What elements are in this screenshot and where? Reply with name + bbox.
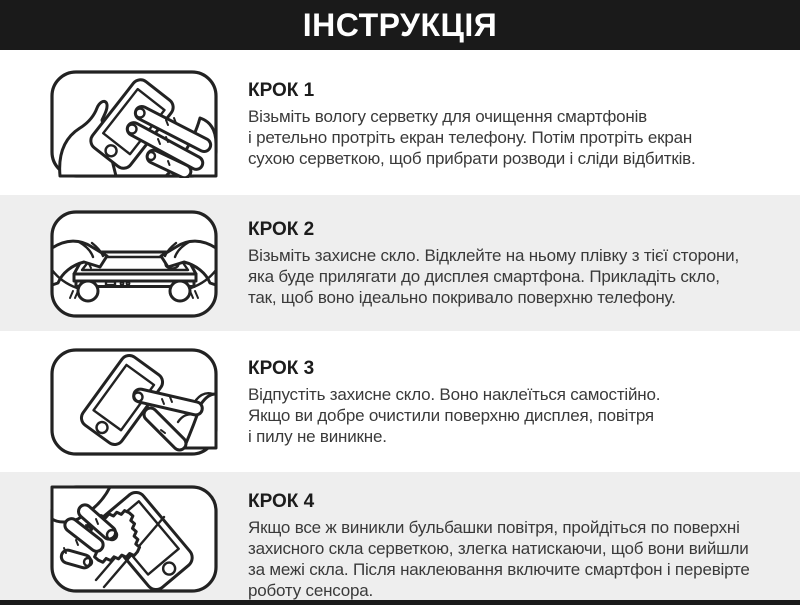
step3-release-glass-illustration (50, 348, 218, 456)
step1-label: КРОК 1 (248, 80, 315, 101)
step2-text (248, 219, 739, 308)
step4-line-2: захисного скла серветкою, злегка натискаючи, щоб вони вийшли (248, 539, 749, 558)
step-row-2 (0, 195, 800, 331)
step4-line-4: роботу сенсора. (248, 581, 374, 600)
step2-line-3: так, щоб воно ідеально покривало поверхню телефону. (248, 288, 676, 307)
step2-line-1: Візьміть захисне скло. Відклейте на ньому плівку з тієї сторони, (248, 246, 739, 265)
step1-text (248, 80, 696, 169)
step4-line-1: Якщо все ж виникли бульбашки повітря, пройдіться по поверхні (248, 518, 740, 537)
step3-line-2: Якщо ви добре очистили поверхню дисплея, повітря (248, 406, 654, 425)
step1-line-2: і ретельно протріть екран телефону. Потім протріть екран (248, 128, 693, 147)
step4-line-3: за межі скла. Після наклеювання включите смартфон і перевірте (248, 560, 750, 579)
step3-line-1: Відпустіть захисне скло. Воно наклеїться самостійно. (248, 385, 661, 404)
step4-press-cloth-illustration (50, 485, 218, 593)
step3-line-3: і пилу не виникне. (248, 427, 387, 446)
wipe-phone-icon (50, 70, 218, 178)
touch-phone-icon (50, 348, 218, 456)
press-cloth-icon (50, 485, 218, 593)
step3-text (248, 358, 660, 447)
header (0, 0, 800, 50)
step4-text (248, 491, 750, 601)
step1-line-3: сухою серветкою, щоб прибрати розводи і сліди відбитків. (248, 149, 696, 168)
step-row-4 (0, 472, 800, 600)
page-title: ІНСТРУКЦІЯ (302, 6, 498, 43)
step3-label: КРОК 3 (248, 358, 315, 379)
step-row-3 (0, 331, 800, 472)
hold-glass-icon (50, 210, 218, 318)
step2-label: КРОК 2 (248, 219, 315, 240)
step2-hold-glass-illustration (50, 210, 218, 318)
step2-line-2: яка буде прилягати до дисплея смартфона. Прикладіть скло, (248, 267, 720, 286)
step4-label: КРОК 4 (248, 491, 315, 512)
step1-wipe-phone-illustration (50, 70, 218, 178)
step-row-1 (0, 50, 800, 195)
step1-line-1: Візьміть вологу серветку для очищення смартфонів (248, 107, 647, 126)
